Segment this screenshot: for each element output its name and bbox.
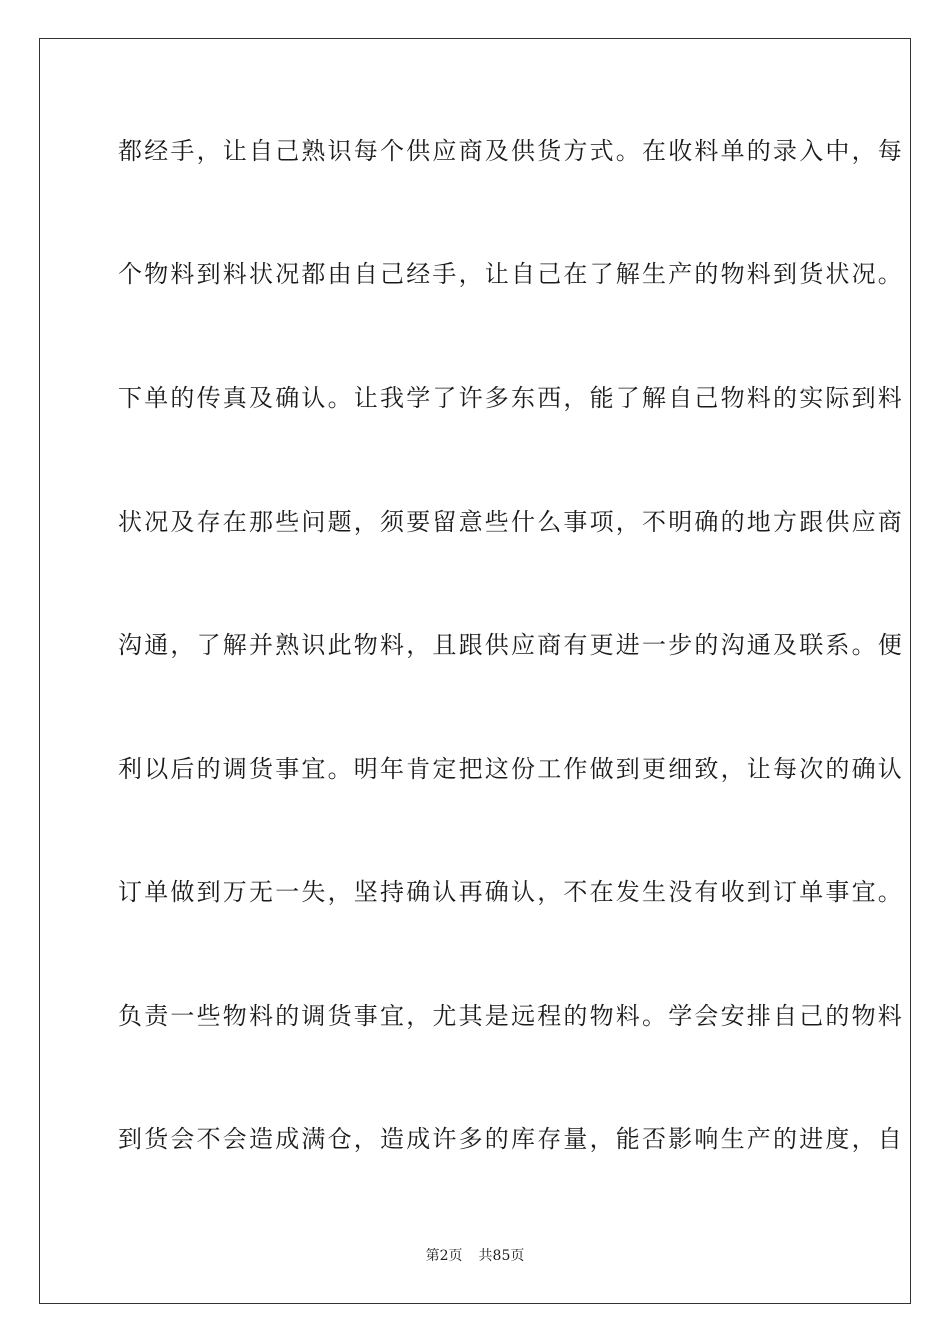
body-text-line-5: 沟通，了解并熟识此物料，且跟供应商有更进一步的沟通及联系。便 [118,631,904,659]
page-footer [0,1247,950,1265]
body-text-line-8: 负责一些物料的调货事宜，尤其是远程的物料。学会安排自己的物料 [118,1002,904,1030]
body-text-line-1: 都经手，让自己熟识每个供应商及供货方式。在收料单的录入中，每 [118,137,904,165]
body-text-line-9: 到货会不会造成满仓，造成许多的库存量，能否影响生产的进度，自 [118,1125,904,1153]
body-text-line-6: 利以后的调货事宜。明年肯定把这份工作做到更细致，让每次的确认 [118,755,904,783]
body-text-line-4: 状况及存在那些问题，须要留意些什么事项，不明确的地方跟供应商 [118,508,904,536]
body-text-line-7: 订单做到万无一失，坚持确认再确认，不在发生没有收到订单事宜。 [118,878,904,906]
total-pages-count: 共85页 [478,1248,525,1264]
body-text-line-3: 下单的传真及确认。让我学了许多东西，能了解自己物料的实际到料 [118,384,904,412]
body-text-line-2: 个物料到料状况都由自己经手，让自己在了解生产的物料到货状况。 [118,260,904,288]
page-border [39,38,911,1304]
current-page-number: 第2页 [425,1248,463,1264]
